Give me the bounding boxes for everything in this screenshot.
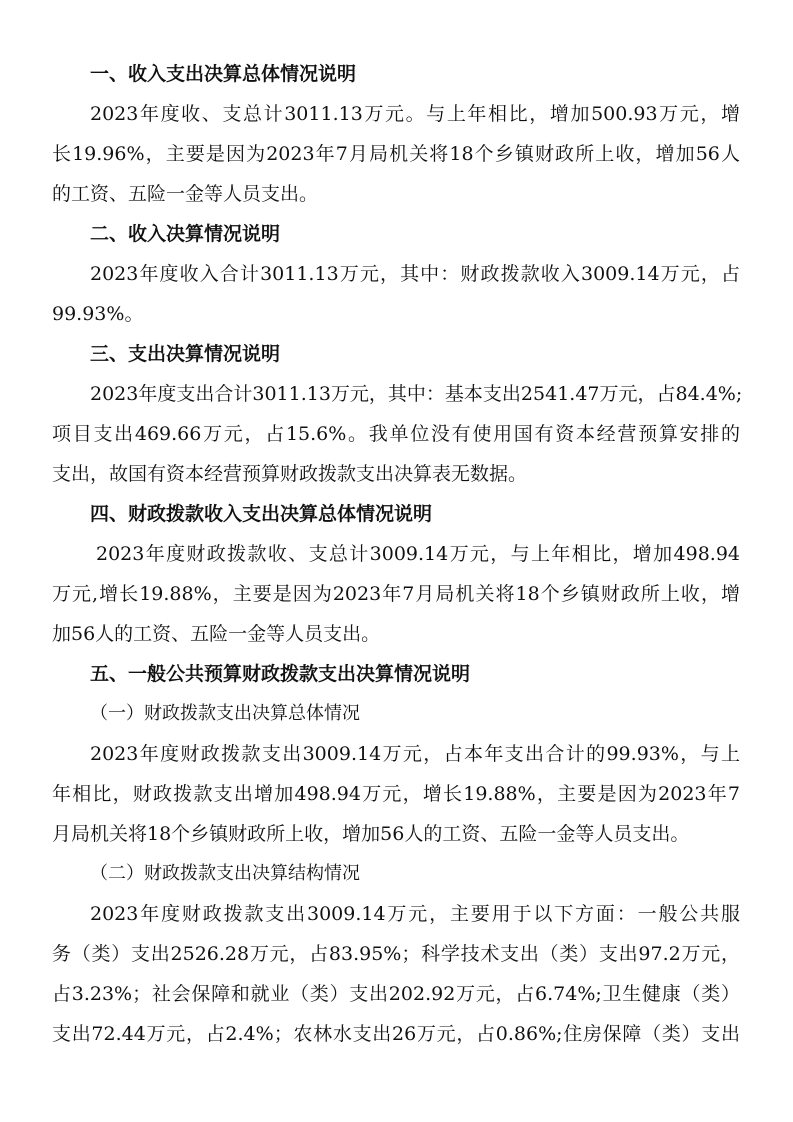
paragraph-line: 99.93%。 [52, 303, 144, 325]
paragraph-line: 月局机关将18个乡镇财政所上收，增加56人的工资、五险一金等人员支出。 [52, 823, 690, 845]
paragraph-line: 2023年度财政拨款收、支总计3009.14万元，与上年相比，增加498.94 [96, 543, 740, 565]
paragraph-line: 2023年度财政拨款支出3009.14万元，占本年支出合计的99.93%，与上 [90, 743, 740, 765]
paragraph-line: 务（类）支出2526.28万元，占83.95%；科学技术支出（类）支出97.2万元， [52, 943, 740, 965]
paragraph-line: 长19.96%，主要是因为2023年7月局机关将18个乡镇财政所上收，增加56人 [52, 143, 740, 165]
section-heading-5: 五、一般公共预算财政拨款支出决算情况说明 [90, 663, 471, 685]
paragraph-line: 2023年度收、支总计3011.13万元。与上年相比，增加500.93万元，增 [90, 103, 740, 125]
section-heading-1: 一、收入支出决算总体情况说明 [90, 63, 357, 85]
paragraph-line: 2023年度支出合计3011.13万元，其中：基本支出2541.47万元，占84.4%; [90, 383, 743, 405]
paragraph-line: 占3.23%；社会保障和就业（类）支出202.92万元，占6.74%;卫生健康（类） [52, 983, 740, 1005]
paragraph-line: 项目支出469.66万元，占15.6%。我单位没有使用国有资本经营预算安排的 [52, 423, 740, 445]
paragraph-line: 年相比，财政拨款支出增加498.94万元，增长19.88%，主要是因为2023年7 [52, 783, 740, 805]
subsection-heading-1: （一）财政拨款支出决算总体情况 [90, 703, 360, 724]
section-heading-4: 四、财政拨款收入支出决算总体情况说明 [90, 503, 433, 525]
paragraph-line: 加56人的工资、五险一金等人员支出。 [52, 623, 381, 645]
section-heading-2: 二、收入决算情况说明 [90, 223, 281, 245]
paragraph-line: 2023年度收入合计3011.13万元，其中：财政拨款收入3009.14万元，占 [90, 263, 740, 285]
subsection-heading-2: （二）财政拨款支出决算结构情况 [90, 863, 360, 884]
paragraph-line: 万元,增长19.88%，主要是因为2023年7月局机关将18个乡镇财政所上收，增 [52, 583, 740, 605]
paragraph-line: 的工资、五险一金等人员支出。 [52, 183, 319, 205]
paragraph-line: 支出72.44万元，占2.4%；农林水支出26万元，占0.86%;住房保障（类）支出 [52, 1023, 740, 1045]
paragraph-line: 支出，故国有资本经营预算财政拨款支出决算表无数据。 [52, 463, 528, 485]
section-heading-3: 三、支出决算情况说明 [90, 343, 281, 365]
paragraph-line: 2023年度财政拨款支出3009.14万元，主要用于以下方面：一般公共服 [90, 903, 740, 925]
